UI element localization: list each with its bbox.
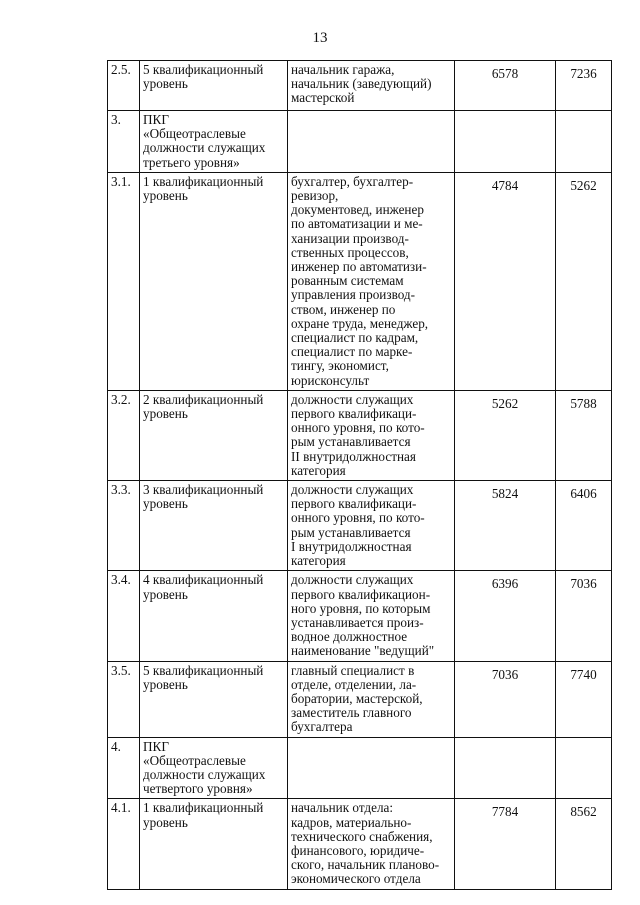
row-index-text: 3.2. [111, 391, 131, 407]
row-index-text: 2.5. [111, 62, 131, 77]
row-index [108, 571, 140, 661]
salary-max-cell [556, 390, 612, 480]
row-index [108, 481, 140, 571]
positions-cell-text: главный специалист в отделе, отделении, ла- боратории, мастерской, заместитель главного бухгалтера [291, 662, 423, 735]
salary-min-cell-text: 7036 [491, 666, 519, 682]
qualification-level [140, 390, 288, 480]
qualification-level-text: 5 квалификационный уровень [143, 662, 264, 692]
qualification-level [140, 571, 288, 661]
salary-min-cell-text: 6578 [491, 66, 519, 81]
positions-cell-text: бухгалтер, бухгалтер- ревизор, документовед, инженер по автоматизации и ме- ханизации производ- ственных процессов, инженер по автоматизи- рованным системам управления производ- ством, инженер по охране труда, менеджер, специалист по кадрам, специалист по марке- тингу, экономист, юрисконсульт [291, 173, 429, 388]
salary-max-cell-text: 7740 [570, 666, 597, 682]
qualification-level [140, 737, 288, 799]
table-row [108, 661, 612, 737]
qualification-level [140, 172, 288, 390]
salary-min-cell [455, 481, 556, 571]
positions-cell [288, 799, 455, 889]
salary-max-cell [556, 799, 612, 889]
table-row [108, 799, 612, 889]
table-row [108, 172, 612, 390]
qualification-level [140, 799, 288, 889]
page-number: 13 [312, 30, 328, 46]
qualification-level [140, 111, 288, 173]
positions-cell-text: начальник гаража, начальник (заведующий) мастерской [291, 62, 432, 106]
qualification-level-text: 1 квалификационный уровень [143, 173, 264, 204]
qualification-level-text: 1 квалификационный уровень [143, 800, 264, 830]
table-row [108, 390, 612, 480]
row-index [108, 390, 140, 480]
qualification-level [140, 61, 288, 111]
salary-max-cell [556, 172, 612, 390]
salary-min-cell [455, 799, 556, 889]
salary-min-cell-text: 5262 [491, 395, 519, 411]
positions-cell-text: должности служащих первого квалификаци- онного уровня, по кото- рым устанавливается II внутридолжностная категория [291, 391, 425, 478]
salary-min-cell [455, 737, 556, 799]
row-index [108, 737, 140, 799]
row-index-text: 4.1. [111, 800, 131, 816]
table-row [108, 481, 612, 571]
table-row [108, 111, 612, 173]
row-index [108, 661, 140, 737]
qualification-level-text: ПКГ «Общеотраслевые должности служащих третьего уровня» [143, 112, 266, 170]
salary-max-cell-text: 8562 [570, 804, 597, 820]
positions-cell [288, 661, 455, 737]
qualification-level-text: 4 квалификационный уровень [143, 572, 264, 602]
positions-cell-text: должности служащих первого квалификаци- онного уровня, по кото- рым устанавливается I внутридолжностная категория [291, 482, 425, 569]
positions-cell-text: должности служащих первого квалификацион- ного уровня, по которым устанавливается произ- водное должностное наименование "ведущий" [291, 572, 435, 659]
salary-max-cell [556, 571, 612, 661]
salary-min-cell-text: 7784 [491, 804, 519, 820]
table-row [108, 737, 612, 799]
positions-cell [288, 172, 455, 390]
salary-max-cell-text: 7236 [570, 66, 597, 81]
table-row [108, 571, 612, 661]
row-index [108, 111, 140, 173]
salary-max-cell [556, 61, 612, 111]
salary-min-cell [455, 571, 556, 661]
salary-min-cell [455, 172, 556, 390]
salary-max-cell-text: 7036 [570, 576, 597, 592]
positions-cell-text: начальник отдела: кадров, материально- технического снабжения, финансового, юридиче- ского, начальник планово- экономического отдела [291, 800, 440, 887]
positions-cell [288, 737, 455, 799]
salary-min-cell-text: 4784 [491, 177, 519, 193]
salary-table [107, 60, 612, 890]
qualification-level-text: 5 квалификационный уровень [143, 62, 264, 92]
salary-max-cell [556, 481, 612, 571]
qualification-level-text: 2 квалификационный уровень [143, 391, 264, 422]
salary-max-cell-text: 5788 [570, 395, 597, 411]
positions-cell [288, 571, 455, 661]
salary-max-cell-text: 6406 [570, 486, 597, 502]
row-index [108, 172, 140, 390]
salary-min-cell [455, 61, 556, 111]
positions-cell [288, 61, 455, 111]
salary-max-cell-text: 5262 [570, 177, 597, 193]
positions-cell [288, 390, 455, 480]
salary-min-cell-text: 6396 [491, 576, 519, 592]
positions-cell [288, 111, 455, 173]
salary-max-cell [556, 737, 612, 799]
table-row [108, 61, 612, 111]
qualification-level-text: ПКГ «Общеотраслевые должности служащих четвертого уровня» [143, 738, 266, 797]
salary-min-cell [455, 111, 556, 173]
salary-min-cell-text: 5824 [491, 486, 519, 502]
row-index-text: 3.1. [111, 173, 131, 189]
row-index [108, 61, 140, 111]
salary-max-cell [556, 661, 612, 737]
qualification-level [140, 481, 288, 571]
salary-max-cell [556, 111, 612, 173]
row-index-text: 3.5. [111, 662, 131, 678]
row-index-text: 3.3. [111, 482, 131, 498]
qualification-level [140, 661, 288, 737]
qualification-level-text: 3 квалификационный уровень [143, 482, 264, 512]
positions-cell [288, 481, 455, 571]
row-index-text: 3. [111, 112, 121, 127]
row-index-text: 4. [111, 738, 121, 754]
salary-min-cell [455, 390, 556, 480]
salary-min-cell [455, 661, 556, 737]
row-index [108, 799, 140, 889]
row-index-text: 3.4. [111, 572, 131, 588]
